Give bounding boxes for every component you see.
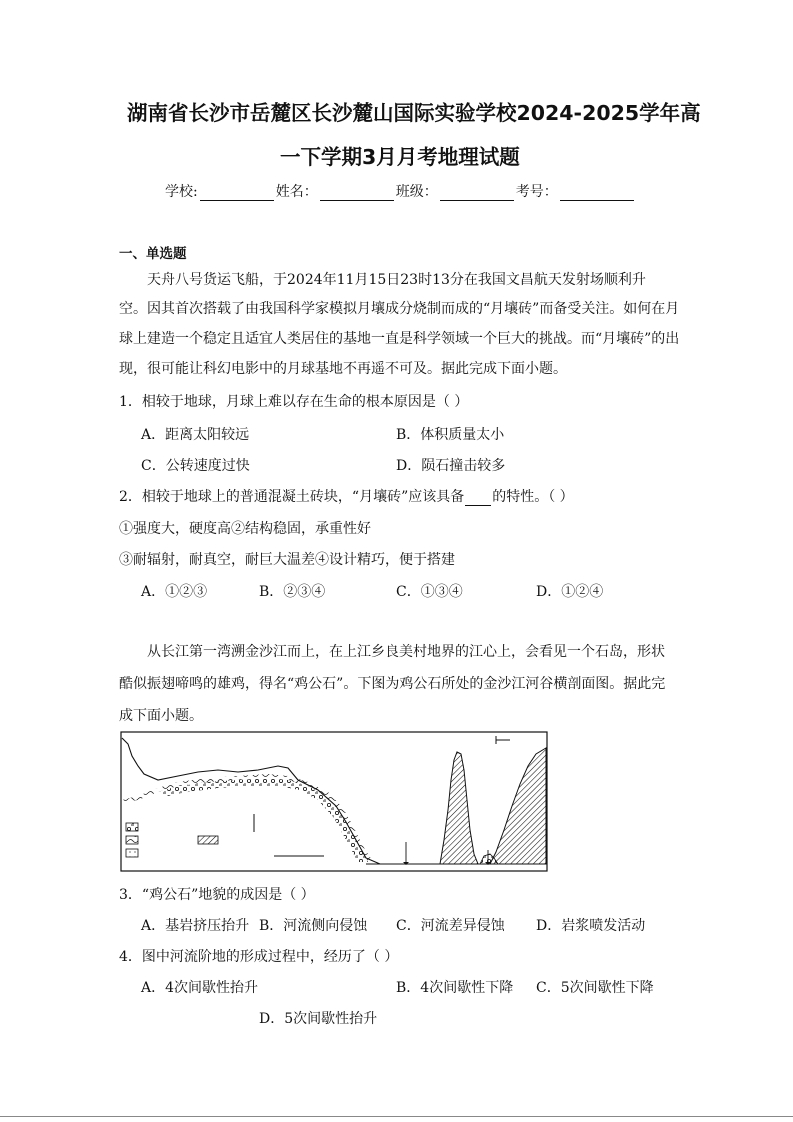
passage1-line: 现，很可能让科幻电影中的月球基地不再遥不可及。据此完成下面小题。: [119, 361, 567, 377]
q1-option-d: D．陨石撞击较多: [396, 458, 506, 474]
q3-option-a: A．基岩挤压抬升: [141, 918, 250, 934]
info-fields: [165, 181, 636, 201]
q3-option-c: C．河流差异侵蚀: [396, 918, 505, 934]
q4-option-b: B．4次间歇性下降: [396, 980, 514, 996]
q2-stem-after: 的特性。（ ）: [492, 489, 574, 505]
passage2-line: 酷似振翅啼鸣的雄鸡，得名“鸡公石”。下图为鸡公石所处的金沙江河谷横剖面图。据此完: [119, 676, 666, 692]
class-label: 班级：: [395, 184, 438, 200]
school-blank: [200, 186, 274, 201]
school-label: 学校:: [165, 184, 198, 200]
q2-statement-line: ③耐辐射，耐真空，耐巨大温差④设计精巧，便于搭建: [119, 552, 455, 568]
q2-option-c: C．①③④: [396, 584, 463, 600]
class-blank: [440, 186, 514, 201]
page-title-line1: 湖南省长沙市岳麓区长沙麓山国际实验学校2024-2025学年高: [127, 101, 701, 125]
question-4-stem: 4．图中河流阶地的形成过程中，经历了（ ）: [119, 949, 399, 965]
rooster-stone-granite: [440, 752, 478, 864]
q4-option-c: C．5次间歇性下降: [536, 980, 654, 996]
passage1-line: 空。因其首次搭载了由我国科学家模拟月壤成分烧制而成的“月壤砖”而备受关注。如何在月: [119, 301, 680, 317]
q2-statement-line: ①强度大，硬度高②结构稳固，承重性好: [119, 521, 371, 537]
q2-option-d: D．①②④: [536, 584, 604, 600]
question-1-stem: 1．相较于地球，月球上难以存在生命的根本原因是（ ）: [119, 394, 469, 410]
question-2-stem: [119, 486, 574, 506]
q1-option-a: A．距离太阳较远: [141, 427, 250, 443]
valley-cross-section-figure: [118, 730, 550, 874]
name-blank: [320, 186, 394, 201]
q4-option-a: A．4次间歇性抬升: [141, 980, 259, 996]
legend-swatch-clay: [126, 849, 138, 857]
passage1-line: 天舟八号货运飞船，于2024年11月15日23时13分在我国文昌航天发射场顺利升: [147, 272, 646, 288]
q4-option-d: D．5次间歇性抬升: [259, 1011, 378, 1027]
exam-number-blank: [560, 186, 634, 201]
legend-swatch-granite: [198, 836, 218, 844]
name-label: 姓名：: [275, 184, 318, 200]
question-3-stem: 3．“鸡公石”地貌的成因是（ ）: [119, 887, 315, 903]
q2-blank: [465, 492, 491, 506]
page-bottom-rule: [0, 1116, 793, 1117]
page-title-line2: 一下学期3月月考地理试题: [280, 145, 520, 169]
q2-option-a: A．①②③: [141, 584, 208, 600]
q3-option-b: B．河流侧向侵蚀: [259, 918, 368, 934]
passage2-line: 成下面小题。: [119, 708, 203, 724]
passage1-line: 球上建造一个稳定且适宜人类居住的基地一直是科学领域一个巨大的挑战。而“月壤砖”的出: [119, 331, 680, 347]
legend-swatch-gravel: [126, 823, 138, 831]
q1-option-c: C．公转速度过快: [141, 458, 250, 474]
q2-option-b: B．②③④: [259, 584, 326, 600]
legend-swatch-weathered: [126, 836, 138, 844]
q1-option-b: B．体积质量太小: [396, 427, 505, 443]
q3-option-d: D．岩浆喷发活动: [536, 918, 646, 934]
right-bank-rock: [490, 748, 546, 864]
passage2-line: 从长江第一湾溯金沙江而上，在上江乡良美村地界的江心上，会看见一个石岛，形状: [147, 644, 665, 660]
section-heading: 一、单选题: [119, 246, 187, 262]
exam-number-label: 考号：: [515, 184, 558, 200]
q2-stem-before: 2．相较于地球上的普通混凝土砖块，“月壤砖”应该具备: [119, 489, 465, 505]
